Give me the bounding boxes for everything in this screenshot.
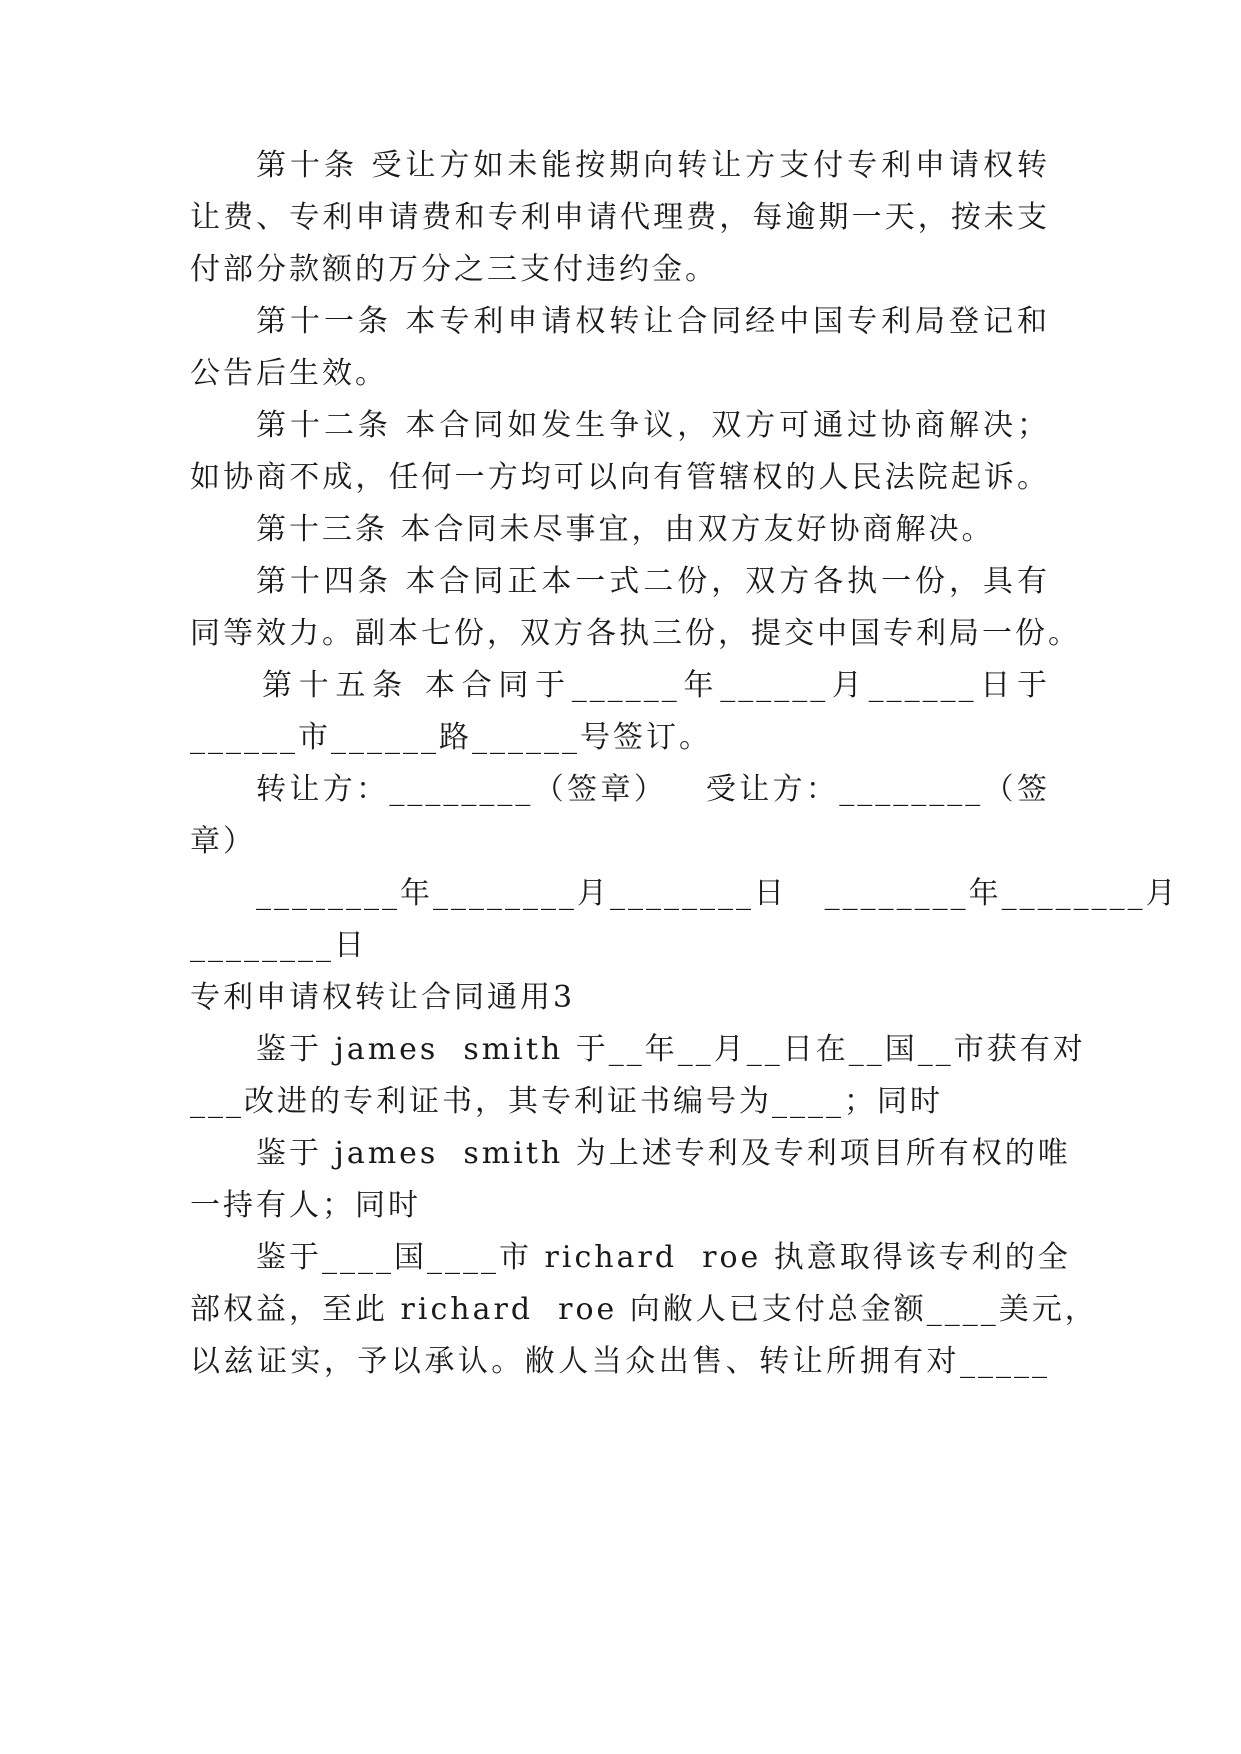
article-15-line-2: ______市______路______号签订。 <box>190 720 712 755</box>
section-3-p3-line-2: 部权益，至此 richard roe 向敝人已支付总金额____美元， <box>190 1292 1098 1327</box>
article-10-line-3: 付部分款额的万分之三支付违约金。 <box>190 252 718 287</box>
signature-parties-line-1: 转让方：________（签章） 受让方：________（签 <box>256 772 1050 807</box>
article-10-line-2: 让费、专利申请费和专利申请代理费，每逾期一天，按未支 <box>190 200 1050 235</box>
article-11-line-2: 公告后生效。 <box>190 356 388 391</box>
section-3-p2-line-1: 鉴于 james smith 为上述专利及专利项目所有权的唯 <box>256 1136 1071 1171</box>
article-14-line-1: 第十四条 本合同正本一式二份，双方各执一份，具有 <box>256 564 1050 599</box>
signature-date-line-1: ________年________月________日 ________年________月 <box>256 876 1179 911</box>
section-3-p1-line-2: ___改进的专利证书，其专利证书编号为____；同时 <box>190 1084 943 1119</box>
article-15-line-1: 第十五条 本合同于______年______月______日于 <box>262 668 1050 703</box>
section-3-p1-line-1: 鉴于 james smith 于__年__月__日在__国__市获有对 <box>256 1032 1086 1067</box>
article-13-line-1: 第十三条 本合同未尽事宜，由双方友好协商解决。 <box>256 512 995 547</box>
article-12-line-1: 第十二条 本合同如发生争议，双方可通过协商解决； <box>256 408 1050 443</box>
signature-parties-line-2: 章） <box>190 824 256 859</box>
article-11-line-1: 第十一条 本专利申请权转让合同经中国专利局登记和 <box>256 304 1050 339</box>
article-14-line-2: 同等效力。副本七份，双方各执三份，提交中国专利局一份。 <box>190 616 1081 651</box>
section-3-p3-line-3: 以兹证实，予以承认。敝人当众出售、转让所拥有对_____ <box>190 1344 1050 1379</box>
article-10-line-1: 第十条 受让方如未能按期向转让方支付专利申请权转 <box>256 148 1050 183</box>
signature-date-line-2: ________日 <box>190 928 367 963</box>
section-3-p2-line-2: 一持有人；同时 <box>190 1188 421 1223</box>
section-3-heading: 专利申请权转让合同通用3 <box>190 980 576 1015</box>
article-12-line-2: 如协商不成，任何一方均可以向有管辖权的人民法院起诉。 <box>190 460 1050 495</box>
section-3-p3-line-1: 鉴于____国____市 richard roe 执意取得该专利的全 <box>256 1240 1071 1275</box>
